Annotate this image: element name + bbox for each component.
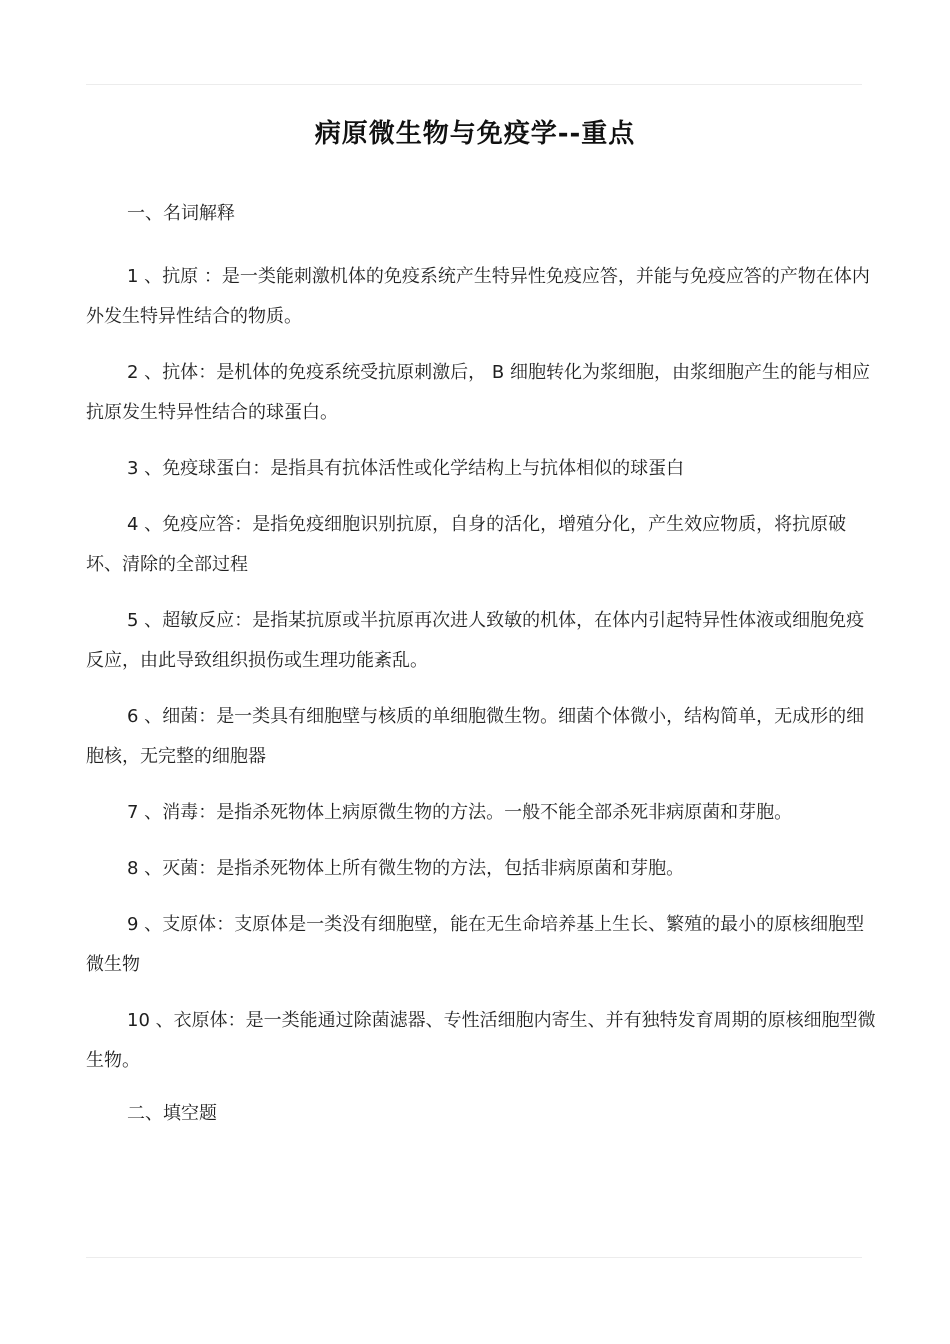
definition-term: 细菌 xyxy=(162,706,199,727)
definition-item: 7 、消毒：是指杀死物体上病原微生物的方法。一般不能全部杀死非病原菌和芽胞。 xyxy=(127,802,793,823)
definition-number: 9 xyxy=(127,914,139,935)
definition-term: 超敏反应 xyxy=(162,610,235,631)
definition-item: 3 、免疫球蛋白：是指具有抗体活性或化学结构上与抗体相似的球蛋白 xyxy=(127,458,685,479)
definition-item: 2 、抗体：是机体的免疫系统受抗原刺激后， B 细胞转化为浆细胞，由浆细胞产生的能与相应抗原发生特异性结合的球蛋白。 xyxy=(86,362,870,423)
definition-text: 是指免疫细胞识别抗原，自身的活化，增殖分化，产生效应物质，将抗原破坏、清除的全部过程 xyxy=(86,514,847,575)
definition-number: 10 xyxy=(127,1010,150,1031)
definition-text: 是指某抗原或半抗原再次进人致敏的机体，在体内引起特异性体液或细胞免疫反应，由此导致组织损伤或生理功能紊乱。 xyxy=(86,610,865,671)
definition-separator: ： xyxy=(234,514,253,535)
definition-term: 支原体 xyxy=(162,914,217,935)
definition-number: 2 xyxy=(127,362,139,383)
definition-item: 1 、抗原 ：是一类能刺激机体的免疫系统产生特异性免疫应答，并能与免疫应答的产物在体内外发生特异性结合的物质。 xyxy=(86,266,870,327)
definition-item: 8 、灭菌：是指杀死物体上所有微生物的方法，包括非病原菌和芽胞。 xyxy=(127,858,685,879)
definition-text: 是指杀死物体上所有微生物的方法，包括非病原菌和芽胞。 xyxy=(216,858,685,879)
definition-term: 免疫球蛋白 xyxy=(162,458,253,479)
definition-text: 是一类能刺激机体的免疫系统产生特异性免疫应答，并能与免疫应答的产物在体内外发生特异性结合的物质。 xyxy=(86,266,870,327)
section-heading-terms: 一、名词解释 xyxy=(127,203,235,224)
definition-number: 3 xyxy=(127,458,139,479)
definition-separator: ： xyxy=(198,266,222,287)
definition-separator: ： xyxy=(252,458,271,479)
definition-text: 是机体的免疫系统受抗原刺激后， B 细胞转化为浆细胞，由浆细胞产生的能与相应抗原发生特异性结合的球蛋白。 xyxy=(86,362,870,423)
definition-separator: ： xyxy=(198,858,217,879)
definition-text: 支原体是一类没有细胞壁，能在无生命培养基上生长、繁殖的最小的原核细胞型微生物 xyxy=(86,914,865,975)
definition-separator: ： xyxy=(227,1010,246,1031)
definition-separator: ： xyxy=(234,610,253,631)
definition-item: 10 、衣原体：是一类能通过除菌滤器、专性活细胞内寄生、并有独特发育周期的原核细胞型微生物。 xyxy=(86,1010,876,1071)
definition-text: 是指杀死物体上病原微生物的方法。一般不能全部杀死非病原菌和芽胞。 xyxy=(216,802,793,823)
definition-item: 6 、细菌：是一类具有细胞壁与核质的单细胞微生物。细菌个体微小，结构简单，无成形的细胞核，无完整的细胞器 xyxy=(86,706,865,767)
definition-number: 7 xyxy=(127,802,139,823)
definition-separator: ： xyxy=(198,706,217,727)
definition-number: 6 xyxy=(127,706,139,727)
definition-text: 是指具有抗体活性或化学结构上与抗体相似的球蛋白 xyxy=(270,458,685,479)
document-title: 病原微生物与免疫学--重点 xyxy=(314,119,636,149)
section-heading-fill-in: 二、填空题 xyxy=(127,1103,217,1124)
page-bottom-rule xyxy=(86,1257,862,1258)
definition-number: 5 xyxy=(127,610,139,631)
page-top-rule xyxy=(86,84,862,85)
definition-term: 衣原体 xyxy=(173,1010,228,1031)
definition-text: 是一类能通过除菌滤器、专性活细胞内寄生、并有独特发育周期的原核细胞型微生物。 xyxy=(86,1010,876,1071)
definition-term: 抗原 xyxy=(162,266,199,287)
definition-item: 4 、免疫应答：是指免疫细胞识别抗原，自身的活化，增殖分化，产生效应物质，将抗原破坏、清除的全部过程 xyxy=(86,514,847,575)
definition-term: 抗体 xyxy=(162,362,199,383)
definition-number: 1 xyxy=(127,266,139,287)
definition-term: 灭菌 xyxy=(162,858,199,879)
definition-separator: ： xyxy=(198,802,217,823)
definition-separator: ： xyxy=(198,362,217,383)
definition-item: 5 、超敏反应：是指某抗原或半抗原再次进人致敏的机体，在体内引起特异性体液或细胞免疫反应，由此导致组织损伤或生理功能紊乱。 xyxy=(86,610,865,671)
definition-term: 消毒 xyxy=(162,802,199,823)
document-body xyxy=(86,197,876,1157)
definition-number: 4 xyxy=(127,514,139,535)
definition-number: 8 xyxy=(127,858,139,879)
definition-item: 9 、支原体：支原体是一类没有细胞壁，能在无生命培养基上生长、繁殖的最小的原核细胞型微生物 xyxy=(86,914,865,975)
definition-separator: ： xyxy=(216,914,235,935)
definition-text: 是一类具有细胞壁与核质的单细胞微生物。细菌个体微小，结构简单，无成形的细胞核，无完整的细胞器 xyxy=(86,706,865,767)
definition-term: 免疫应答 xyxy=(162,514,235,535)
